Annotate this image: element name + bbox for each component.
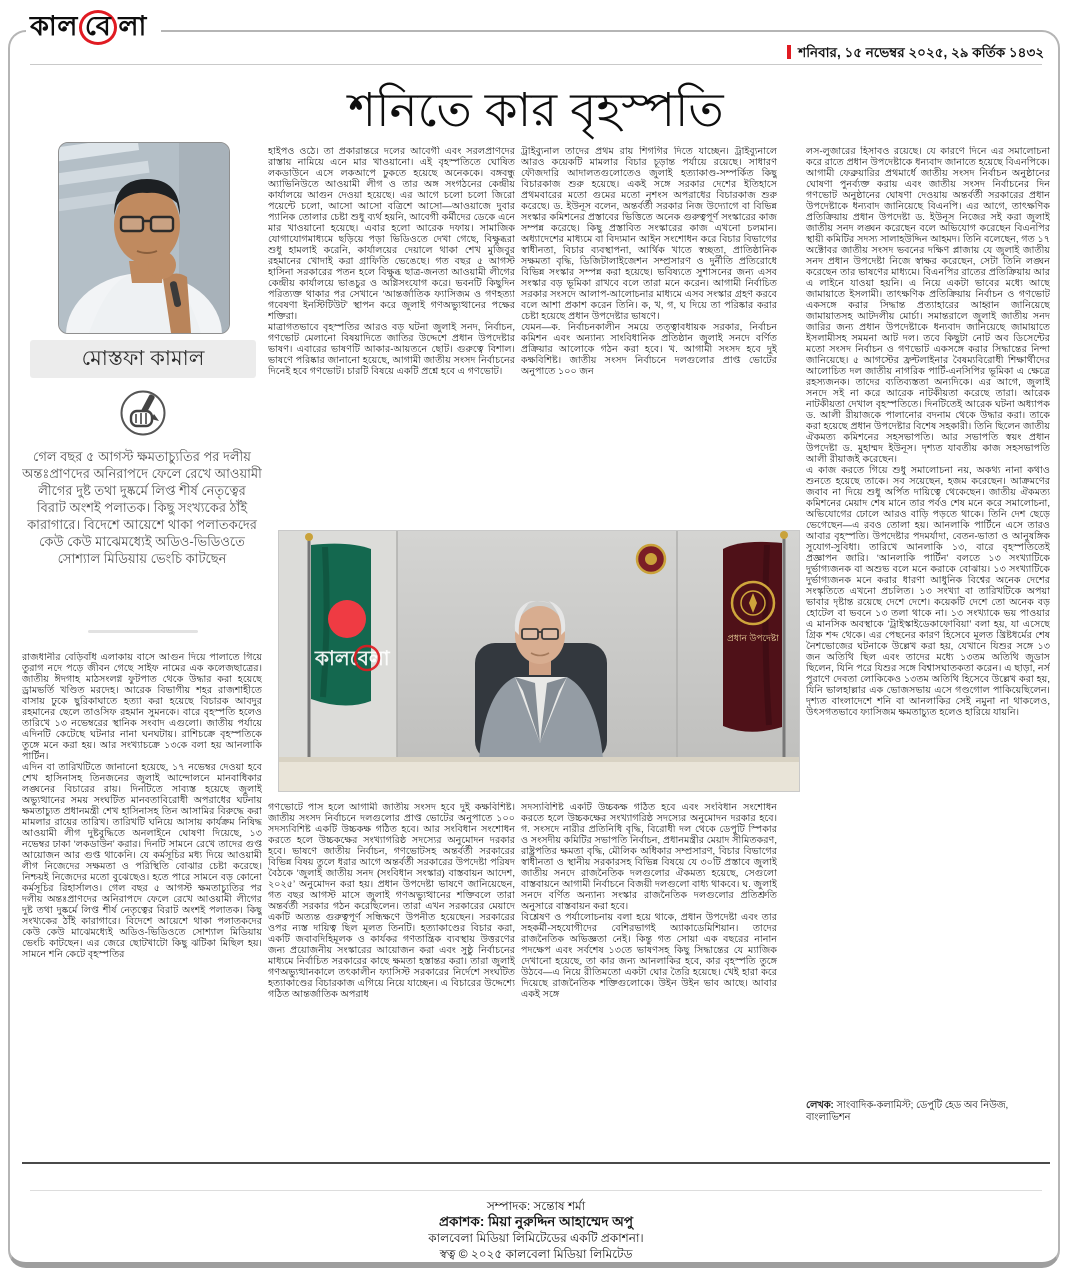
- paragraph: রাজধানীর বেড়িবাঁধ এলাকায় বাসে আগুন দিয়ে পালাতে গিয়ে তুরাগ নদে পড়ে জীবন গেছে সাইফ নামের এক কলেজছাত্রের। জাতীয় ঈদগাহ মাঠসংলগ্ন ফুটপাত থেকে উদ্ধার করা হয়েছে ড্রামভর্তি খণ্ডিত মরদেহ। আরেক বিভাগীয় শহর রাজশাহীতে বাসায় ঢুকে ছুরিকাঘাতে হত্যা করা হয়েছে বিচারক আবদুর রহমানের ছেলে তাওসিফ রহমান সুমনকে। বারে বৃহস্পতি হলেও তারিখে ১৩ নভেম্বরের স্থানিক সংবাদ এগুলো। জাতীয় পর্যায়ে এদিনটি কেটেছে ঘটনার নানা ঘনঘটায়। রাশিচক্রে বৃহস্পতিকে তুঙ্গে মনে করা হয়। আর সংখ্যাচক্রে ১৩কে বলা হয় আনলাকি পার্টিন।: [22, 652, 262, 762]
- page-title: শনিতে কার বৃহস্পতি: [348, 83, 724, 136]
- author-byline: [806, 1100, 1050, 1124]
- seal-text: প্রধান উপদেষ্টা: [727, 633, 779, 643]
- body-column-2-top: [268, 146, 515, 530]
- author-name: মোস্তফা কামাল: [30, 340, 256, 378]
- paragraph: যেমন—ক. নির্বাচনকালীন সময়ে তত্ত্বাবধায়ক সরকার, নির্বাচন কমিশন এবং অন্যান্য সাংবিধানিক প্রতিষ্ঠান জুলাই সনদে বর্ণিত প্রক্রিয়ার আলোকে গঠন করা হবে। খ. আগামী সংসদ হবে দুই কক্ষবিশিষ্ট। জাতীয় সংসদ নির্বাচনে দলগুলোর প্রাপ্ত ভোটের অনুপাতে ১০০ জন: [521, 322, 777, 377]
- lead-photo: [278, 530, 800, 792]
- photo-watermark: [314, 646, 391, 670]
- footer-rule-light: [30, 1190, 1042, 1191]
- author-photo: [58, 142, 230, 334]
- imprint-footer: [0, 1198, 1072, 1262]
- standfirst: গেল বছর ৫ আগস্ট ক্ষমতাচ্যুতির পর দলীয় অন্তঃপ্রাণদের অনিরাপদে ফেলে রেখে আওয়ামী লীগের দুষ্ট তথা দুষ্কর্মে লিপ্ত শীর্ষ নেতৃত্বের বিরাট অংশই পলাতক। কিছু সংখ্যকের ঠাঁই কারাগারে। বিদেশে আয়েশে থাকা পলাতকদের কেউ কেউ মাঝেমধ্যেই অডিও-ভিডিওতে সোশ্যাল মিডিয়ায় ভেংচি কাটছেন: [22, 449, 262, 566]
- editor-line: সম্পাদক: সন্তোষ শর্মা: [486, 1199, 586, 1213]
- svg-text:কালবেলা: কালবেলা: [315, 648, 390, 670]
- paragraph: ট্রাইব্যুনাল তাদের প্রথম রায় শিগগির দিতে যাচ্ছেন। ট্রাইব্যুনালে আরও কয়েকটি মামলার বিচার চূড়ান্ত পর্যায়ে রয়েছে। সাধারণ ফৌজদারি আদালতগুলোতেও জুলাই হত্যাকাণ্ড-সম্পর্কিত কিছু বিচারকাজ শুরু হয়েছে। একই সঙ্গে সরকার দেশের ইতিহাসে প্রথমবারের মতো গুমের মতো নৃশংস অপরাধের বিচারকাজ শুরু করেছে। ড. ইউনূস বলেন, অন্তর্বর্তী সরকার নিজ উদ্যোগে বা বিভিন্ন সংস্কার কমিশনের প্রস্তাবের ভিত্তিতে অনেক গুরুত্বপূর্ণ সংস্কারের কাজ সম্পন্ন করেছে। কিছু প্রস্তাবিত সংস্কারের কাজ এখনো চলমান। অধ্যাদেশের মাধ্যমে বা বিদ্যমান আইন সংশোধন করে বিচার বিভাগের স্বাধীনতা, বিচার ব্যবস্থাপনা, আর্থিক খাতে স্বচ্ছতা, প্রাতিষ্ঠানিক সক্ষমতা বৃদ্ধি, ডিজিটালাইজেশন সম্প্রসারণ ও দুর্নীতি প্রতিরোধে বিভিন্ন সংস্কার সম্পন্ন করা হয়েছে। ভবিষ্যতে সুশাসনের জন্য এসব সংস্কার বড় ভূমিকা রাখবে বলে তারা মনে করেন। আগামী নির্বাচিত সরকার সংসদে আলাপ-আলোচনার মাধ্যমে এসব সংস্কার গ্রহণ করবে বলে আশা প্রকাশ করেন তিনি। ক, খ, গ, ঘ দিয়ে তা পরিষ্কার করার চেষ্টা হয়েছে প্রধান উপদেষ্টার ভাষণে।: [521, 146, 777, 322]
- paragraph: বিশ্লেষণ ও পর্যালোচনায় বলা হয়ে থাকে, প্রধান উপদেষ্টা এবং তার সহকর্মী-সহযোগীদের বেশিরভাগই অ্যাকাডেমিশিয়ান। তাদের রাজনৈতিক অভিজ্ঞতা নেই। কিন্তু গত সোয়া এক বছরের নানান পদক্ষেপ এবং সর্বশেষ ১৩তে ভাষণসহ কিছু সিদ্ধান্তের যে ম্যাজিক দেখানো হয়েছে, তা কার জন্য আনলাকির হবে, কার বৃহস্পতি তুঙ্গে উঠবে—এ নিয়ে রীতিমতো একটা ঘোর তৈরি হয়েছে। খেই হারা করে দিয়েছে রাজনৈতিক শক্তিগুলোকে। উইন উইন ভাব আছে। আবার একই সঙ্গে: [521, 912, 777, 1000]
- logo-text-post: লা: [118, 11, 147, 41]
- byline-text: সাংবাদিক-কলামিস্ট; ডেপুটি হেড অব নিউজ, বাংলাভিশন: [806, 1100, 1009, 1123]
- paragraph: মাত্রাগতভাবে বৃহস্পতির আরও বড় ঘটনা জুলাই সনদ, নির্বাচন, গণভোট মেলানো বিষয়াদিতে জাতির উদ্দেশে প্রধান উপদেষ্টার ভাষণ। এবারের ভাষণটি আকার-আয়তনে ছোট। গুরুত্বে বিশাল। ভাষণে পরিষ্কার জানানো হয়েছে, আগামী জাতীয় সংসদ নির্বাচনের দিনেই হবে গণভোট। চারটি বিষয়ে একটি প্রশ্নে হবে এ গণভোট।: [268, 322, 515, 377]
- footer-rule-dark: [22, 1162, 1050, 1164]
- paragraph: লস-লুজারের হিসাবও রয়েছে। যে কারণে দিনে এর সমালোচনা করে রাতে প্রধান উপদেষ্টাকে ধন্যবাদ জানাতে হয়েছে বিএনপিকে। আগামী ফেব্রুয়ারির প্রথমার্ধে জাতীয় সংসদ নির্বাচন অনুষ্ঠানের ঘোষণা পুনর্ব্যক্ত করায় এবং জাতীয় সংসদ নির্বাচনের দিন গণভোট অনুষ্ঠানের ঘোষণা দেওয়ায় অন্তর্বর্তী সরকারের প্রধান উপদেষ্টাকে ধন্যবাদ জানিয়েছে বিএনপি। এর আগে, তাৎক্ষণিক প্রতিক্রিয়ায় প্রধান উপদেষ্টা ড. ইউনূস নিজের সই করা জুলাই জাতীয় সনদ লঙ্ঘন করেছেন বলে অভিযোগ করেছেন বিএনপির স্থায়ী কমিটির সদস্য সালাহউদ্দিন আহমদ। তিনি বলেছেন, গত ১৭ অক্টোবর জাতীয় সংসদ ভবনের দক্ষিণ প্লাজায় যে জুলাই জাতীয় সনদ প্রধান উপদেষ্টা নিজে স্বাক্ষর করেছেন, সেটা তিনি লঙ্ঘন করেছেন তার ভাষণের মাধ্যমে। বিএনপির রাতের প্রতিক্রিয়ায় আর এ লাইনে যাওয়া হয়নি। এ নিয়ে একটা ভাবের মধ্যে আছে জামায়াতে ইসলামী। তাৎক্ষণিক প্রতিক্রিয়ায় নির্বাচন ও গণভোট একসঙ্গে করার সিদ্ধান্ত প্রত্যাহারের আহ্বান জানিয়েছে জামায়াতসহ আটদলীয় মোর্চা। সমান্তরালে জুলাই জাতীয় সনদ জারির জন্য প্রধান উপদেষ্টাকে ধন্যবাদ জানিয়েছে জামায়াতে ইসলামীসহ সমমনা আট দল। তবে কিছুটা নোট অব ডিসেন্টের মতো সংসদ নির্বাচন ও গণভোট একসঙ্গে করার সিদ্ধান্তের নিন্দা জানিয়েছে। ৫ আগস্টের ফ্রন্টলাইনার বৈষম্যবিরোধী শিক্ষার্থীদের আলোচিত দল জাতীয় নাগরিক পার্টি-এনসিপির ভূমিকা এ ক্ষেত্রে রহস্যজনক। তাদের ব্যতিব্যস্ততা অন্যদিকে। এর আগে, জুলাই সনদে সই না করে আরেক নাটকীয়তা করেছে তারা। আরেক নাটকীয়তা দেখাল বৃহস্পতিতে। দিনটিতেই আরেক ঘটনা অধ্যাপক ড. আলী রীয়াজকে পালানোর বদনাম থেকে উদ্ধার করা। তাকে করা হয়েছে প্রধান উপদেষ্টার বিশেষ সহকারী। তিনি ছিলেন জাতীয় ঐকমত্য কমিশনের সহসভাপতি। আর সভাপতি স্বয়ং প্রধান উপদেষ্টা ড. মুহাম্মদ ইউনূস। দৃশ্যত যাবতীয় কাজ সহসভাপতি আলী রীয়াজই করেছেন।: [806, 146, 1050, 465]
- body-column-3-top: [521, 146, 777, 530]
- paragraph: গণভোটে পাস হলে আগামী জাতীয় সংসদ হবে দুই কক্ষবিশিষ্ট। জাতীয় সংসদ নির্বাচনে দলগুলোর প্রাপ্ত ভোটের অনুপাতে ১০০ সদস্যবিশিষ্ট একটি উচ্চকক্ষ গঠিত হবে। আর সংবিধান সংশোধন করতে হলে উচ্চকক্ষের সংখ্যাগরিষ্ঠ সদস্যের অনুমোদন দরকার হবে। ভাষণে জাতীয় নির্বাচন, গণভোটসহ অন্তর্বর্তী সরকারের বিভিন্ন বিষয় তুলে ধরার আগে অন্তর্বর্তী সরকারের উপদেষ্টা পরিষদ বৈঠকে ‘জুলাই জাতীয় সনদ (সংবিধান সংস্কার) বাস্তবায়ন আদেশ, ২০২৫’ অনুমোদন করা হয়। প্রধান উপদেষ্টা ভাষণে জানিয়েছেন, গত বছর আগস্ট মাসে জুলাই গণঅভ্যুত্থানের শক্তিবলে তারা অন্তর্বর্তী সরকার গঠন করেছিলেন। তারা এখন সরকারের মেয়াদে একটি অত্যন্ত গুরুত্বপূর্ণ সন্ধিক্ষণে উপনীত হয়েছেন। সরকারের ওপর ন্যস্ত দায়িত্ব ছিল মূলত তিনটি। হত্যাকাণ্ডের বিচার করা, একটি জবাবদিহিমূলক ও কার্যকর গণতান্ত্রিক ব্যবস্থায় উত্তরণের জন্য প্রয়োজনীয় সংস্কারের আয়োজন করা এবং সুষ্ঠু নির্বাচনের মাধ্যমে নির্বাচিত সরকারের কাছে ক্ষমতা হস্তান্তর করা। তারা জুলাই গণঅভ্যুত্থানকালে তৎকালীন ফ্যাসিস্ট সরকারের নির্দেশে সংঘটিত হত্যাকাণ্ডের বিচারকাজ এগিয়ে নিয়ে যাচ্ছেন। এ বিচারের উদ্দেশ্যে গঠিত আন্তর্জাতিক অপরাধ: [268, 802, 515, 1000]
- logo-text-pre: কাল: [30, 11, 78, 41]
- intro-divider: [88, 630, 198, 633]
- logo-red-circle: বে: [79, 10, 117, 45]
- byline-label: লেখক:: [806, 1100, 834, 1111]
- top-rule: [30, 64, 1042, 65]
- publisher-line: প্রকাশক: মিয়া নুরুদ্দিন আহাম্মেদ অপু: [438, 1214, 634, 1229]
- body-column-1: [22, 652, 262, 1158]
- publication-line: কালবেলা মিডিয়া লিমিটেডের একটি প্রকাশনা।: [428, 1231, 644, 1245]
- dateline-text: শনিবার, ১৫ নভেম্বর ২০২৫, ২৯ কর্তিক ১৪৩২: [798, 45, 1044, 60]
- paragraph: এ কাজ করতে গিয়ে শুধু সমালোচনা নয়, অকথ্য নানা কথাও শুনতে হয়েছে তাকে। সব সয়েছেন, হজম করেছেন। আক্রমণের জবাব না দিয়ে শুধু অর্পিত দায়িত্বে থেকেছেন। জাতীয় ঐকমত্য কমিশনের মেয়াদ শেষ মানে তার পর্বও শেষ মনে করে সমালোচনা, অভিযোগের ঢোলে আরও বাড়ি পড়তে থাকে। তিনি দেশ ছেড়ে ভেগেছেন—এ রবও তোলা হয়। আনলাকি পার্টিনে এসে তারও আবার বৃহস্পতি। উপদেষ্টার পদমর্যাদা, বেতন-ভাতা ও আনুষঙ্গিক সুযোগ-সুবিধা। তারিখে আনলাকি ১৩, বারে বৃহস্পতিতেই প্রজ্ঞাপন জারি। ‘আনলাকি পার্টিন’ বলতে ১৩ সংখ্যাটিকে দুর্ভাগ্যজনক বা অশুভ বলে মনে করাকে বোঝায়। ১৩ সংখ্যাটিকে দুর্ভাগ্যজনক মনে করার ধারণা আধুনিক বিশ্বের অনেক দেশের সংস্কৃতিতে এখনো প্রচলিত। ১৩ সংখ্যা বা তারিখটিকে অপয়া ভাবার দৃষ্টান্ত রয়েছে দেশে দেশে। কয়েকটি দেশে তো অনেক বড় হোটেল বা ভবনে ১৩ তলা থাকে না। ১৩ সংখ্যাকে ভয় পাওয়ার এ মানসিক অবস্থাকে ‘ট্রাইস্কাইডেকাফোবিয়া’ বলা হয়, যা এসেছে গ্রিক শব্দ থেকে। এর পেছনের কারণ হিসেবে মূলত খ্রিষ্টধর্মের শেষ নৈশভোজের ঘটনাকে উল্লেখ করা হয়, যেখানে যিশুর সঙ্গে ১৩ জন অতিথি ছিল এবং তাদের মধ্যে ১৩তম অতিথি জুডাস ছিলেন, যিনি পরে যিশুর সঙ্গে বিশ্বাসঘাতকতা করেন। এ ছাড়া, নর্স পুরাণে দেবতা লোকিকেও ১৩তম অতিথি হিসেবে উল্লেখ করা হয়, যিনি ভালহাল্লার এক ভোজসভায় এসে গণ্ডগোল পাকিয়েছিলেন। দৃশ্যত বাংলাদেশে শনি বা আনলাকির সেই নমুনা না থাকলেও, উৎসগতভাবে ফ্যাসিজম ক্ষমতাচ্যুত হলেও হারিয়ে যায়নি।: [806, 465, 1050, 718]
- dateline: [787, 42, 1044, 65]
- wall-emblem-icon: [637, 545, 665, 573]
- author-portrait-art: [59, 143, 229, 333]
- paragraph: এদিন বা তারিখটিতে জানানো হয়েছে, ১৭ নভেম্বর দেওয়া হবে শেখ হাসিনাসহ তিনজনের জুলাই আন্দোলনে মানবাধিকার লঙ্ঘনের বিচারের রায়। দিনটিতে সাব্যস্ত হয়েছে জুলাই অভ্যুত্থানের সময় সংঘটিত মানবতাবিরোধী অপরাধের ঘটনায় ক্ষমতাচ্যুত প্রধানমন্ত্রী শেখ হাসিনাসহ তিন আসামির বিরুদ্ধে করা মামলার রায়ের তারিখ। তারিখটি ঘনিয়ে আসায় কার্যক্রম নিষিদ্ধ আওয়ামী লীগ দুষ্টবুদ্ধিতে অনলাইনে ঘোষণা দিয়েছে, ১৩ নভেম্বর ঢাকা ‘লকডাউন’ করার। দিনটি সামনে রেখে তাদের গুপ্ত আয়োজন আর গুপ্ত থাকেনি। যে কর্মসূচির মধ্য দিয়ে আওয়ামী লীগ নিজেদের সক্ষমতা ও পরিস্থিতি বোঝার চেষ্টা করেছে। নিশ্চয়ই নিজেদের মতো বুঝেছেও। হতে পারে সামনে বড় কোনো কর্মসূচির রিহার্সালও। গেল বছর ৫ আগস্ট ক্ষমতাচ্যুতির পর দলীয় অন্তঃপ্রাণদের অনিরাপদে ফেলে রেখে আওয়ামী লীগের দুষ্ট তথা দুষ্কর্মে লিপ্ত শীর্ষ নেতৃত্বের বিরাট অংশই পলাতক। কিছু সংখ্যকের ঠাঁই কারাগারে। বিদেশে আয়েশে থাকা পলাতকদের কেউ কেউ মাঝেমধ্যেই অডিও-ভিডিওতে সোশ্যাল মিডিয়ায় ভেংচি কাটছেন। এর জেরে ছোটখাটো কিছু ঝটিকা মিছিল হয়। সামনে শনি কেটে বৃহস্পতির: [22, 762, 262, 960]
- copyright-line: স্বত্ব © ২০২৫ কালবেলা মিডিয়া লিমিটেড: [439, 1247, 633, 1261]
- masthead-logo: [26, 4, 161, 57]
- body-column-2-bottom: [268, 802, 515, 1159]
- paragraph: হাইপও ওঠে। তা প্রকারান্তরে দলের আবেগী এবং সরলপ্রাণদের রাস্তায় নামিয়ে এনে মার খাওয়ানো। এই বৃহস্পতিতে ঘোষিত লকডাউনে এসে লকআপে ঢুকতে হয়েছে অনেককে। বঙ্গবন্ধু অ্যাভিনিউতে আওয়ামী লীগ ও তার অঙ্গ সংগঠনের কেন্দ্রীয় কার্যালয়ে আগুন দেওয়া হয়েছে। এর আগে চলো চলো জিরো পয়েন্টে চলো, আসো আসো বত্রিশে আসো—আওয়াজে দুবার প্যানিক তোলার চেষ্টা শুধু ব্যর্থ হয়নি, আবেগী কর্মীদের ডেকে এনে মার খাওয়ানো হয়েছে। এবার হলো আরেক দফায়। সামাজিক যোগাযোগমাধ্যমে ছড়িয়ে পড়া ভিডিওতে দেখা গেছে, বিক্ষুব্ধরা শুধু হামলাই করেনি, কার্যালয়ের দেয়ালে থাকা শেখ মুজিবুর রহমানের খোদাই করা গ্রাফিতি ভেঙেছে। গত বছর ৫ আগস্ট হাসিনা সরকারের পতন হলে বিক্ষুব্ধ ছাত্র-জনতা আওয়ামী লীগের কেন্দ্রীয় কার্যালয়ে ভাঙচুর ও অগ্নিসংযোগ করে। ভবনটি কিছুদিন পরিত্যক্ত থাকার পর সেখানে ‘আন্তর্জাতিক ফ্যাসিজম ও গণহত্যা গবেষণা ইনস্টিটিউট’ স্থাপন করে জুলাই গণঅভ্যুত্থানের পক্ষের শক্তিরা।: [268, 146, 515, 322]
- body-column-4: [806, 146, 1050, 1094]
- body-column-3-bottom: [521, 802, 777, 1159]
- paragraph: সদস্যবিশিষ্ট একটি উচ্চকক্ষ গঠিত হবে এবং সংবিধান সংশোধন করতে হলে উচ্চকক্ষের সংখ্যাগরিষ্ঠ সদস্যের অনুমোদন দরকার হবে। গ. সংসদে নারীর প্রতিনিধি বৃদ্ধি, বিরোধী দল থেকে ডেপুটি স্পিকার ও সংসদীয় কমিটির সভাপতি নির্বাচন, প্রধানমন্ত্রীর মেয়াদ সীমিতকরণ, রাষ্ট্রপতির ক্ষমতা বৃদ্ধি, মৌলিক অধিকার সম্প্রসারণ, বিচার বিভাগের স্বাধীনতা ও স্থানীয় সরকারসহ বিভিন্ন বিষয়ে যে ৩০টি প্রস্তাবে জুলাই জাতীয় সনদে রাজনৈতিক দলগুলোর ঐকমত্য হয়েছে, সেগুলো বাস্তবায়নে আগামী নির্বাচনে বিজয়ী দলগুলো বাধ্য থাকবে। ঘ. জুলাই সনদে বর্ণিত অন্যান্য সংস্কার রাজনৈতিক দলগুলোর প্রতিশ্রুতি অনুসারে বাস্তবায়ন করা হবে।: [521, 802, 777, 912]
- dateline-tick-icon: [787, 45, 791, 59]
- writer-pen-icon: [118, 388, 168, 438]
